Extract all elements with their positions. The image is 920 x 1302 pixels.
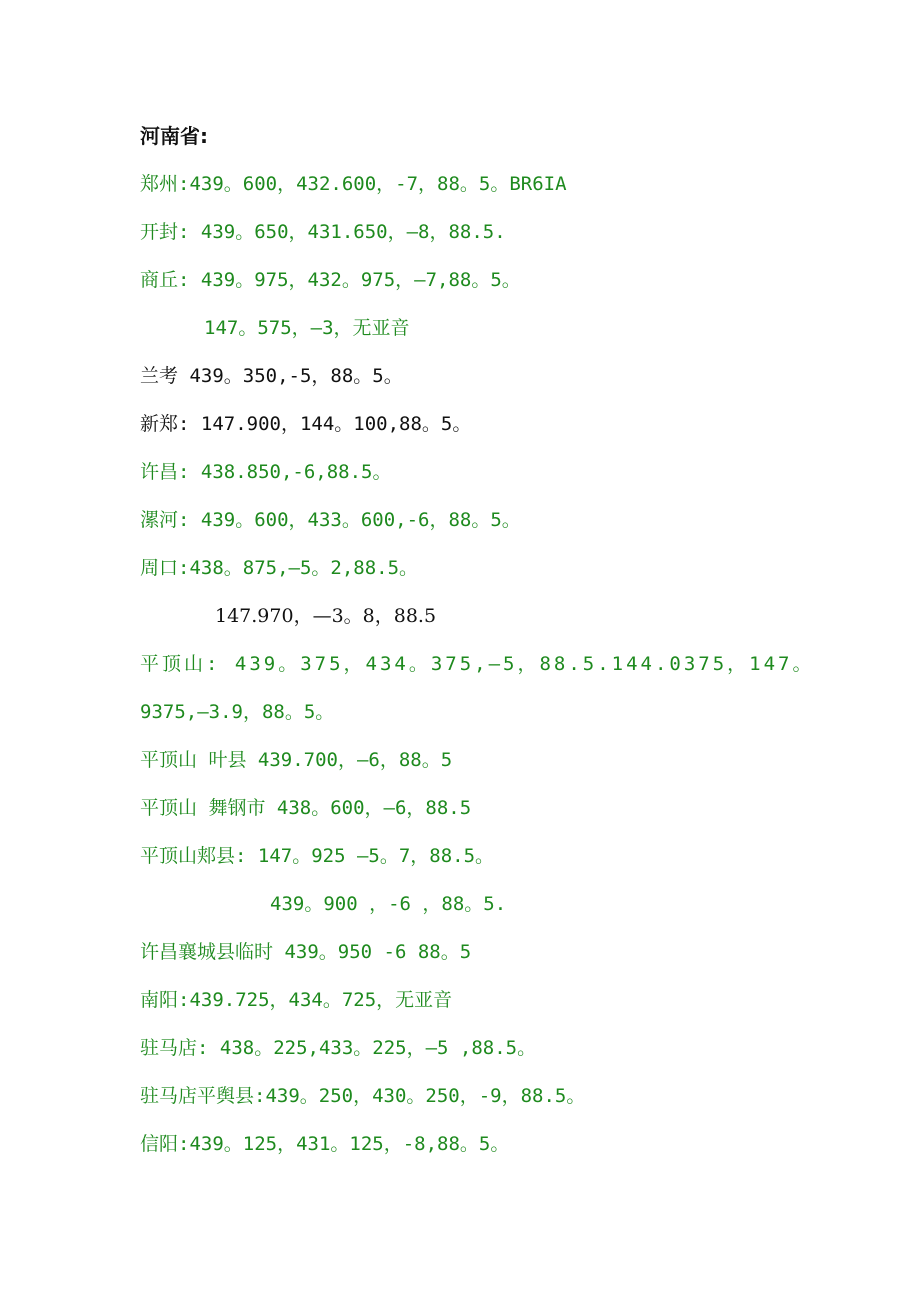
repeater-line-zhoukou-alt: 147.970，—3。8，88.5: [215, 605, 437, 627]
repeater-line-xiangcheng: 许昌襄城县临时 439。950 -6 88。5: [140, 941, 472, 963]
repeater-line-zhengzhou: 郑州:439。600，432.600，-7，88。5。BR6IA: [140, 173, 567, 195]
repeater-line-xuchang: 许昌: 438.850,-6,88.5。: [140, 461, 392, 483]
repeater-line-yexian: 平顶山 叶县 439.700，—6，88。5: [140, 749, 453, 771]
province-heading: 河南省:: [140, 124, 208, 148]
repeater-line-zhumadian: 驻马店: 438。225,433。225，—5 ,88.5。: [140, 1037, 537, 1059]
repeater-line-shangqiu: 商丘: 439。975，432。975，—7,88。5。: [140, 269, 521, 291]
repeater-line-jiaxian-alt: 439。900 ，-6 ，88。5.: [270, 893, 507, 915]
repeater-line-pingdingshan-cont: 9375,—3.9，88。5。: [140, 701, 335, 723]
repeater-line-shangqiu-alt: 147。575，—3，无亚音: [204, 317, 410, 339]
repeater-line-zhoukou: 周口:438。875,—5。2,88.5。: [140, 557, 419, 579]
repeater-line-pingdingshan: 平顶山: 439。375，434。375,—5，88.5.144.0375，147。: [140, 653, 815, 675]
repeater-line-luohe: 漯河: 439。600，433。600,-6，88。5。: [140, 509, 521, 531]
repeater-line-lankao: 兰考 439。350,-5，88。5。: [140, 365, 403, 387]
repeater-line-wugang: 平顶山 舞钢市 438。600，—6，88.5: [140, 797, 472, 819]
repeater-line-xinzheng: 新郑: 147.900，144。100,88。5。: [140, 413, 472, 435]
repeater-line-pingyu: 驻马店平舆县:439。250，430。250，-9，88.5。: [140, 1085, 586, 1107]
repeater-line-xinyang: 信阳:439。125，431。125，-8,88。5。: [140, 1133, 510, 1155]
repeater-line-kaifeng: 开封: 439。650，431.650，—8，88.5.: [140, 221, 506, 243]
repeater-line-nanyang: 南阳:439.725，434。725，无亚音: [140, 989, 453, 1011]
repeater-line-jiaxian: 平顶山郏县: 147。925 —5。7，88.5。: [140, 845, 495, 867]
